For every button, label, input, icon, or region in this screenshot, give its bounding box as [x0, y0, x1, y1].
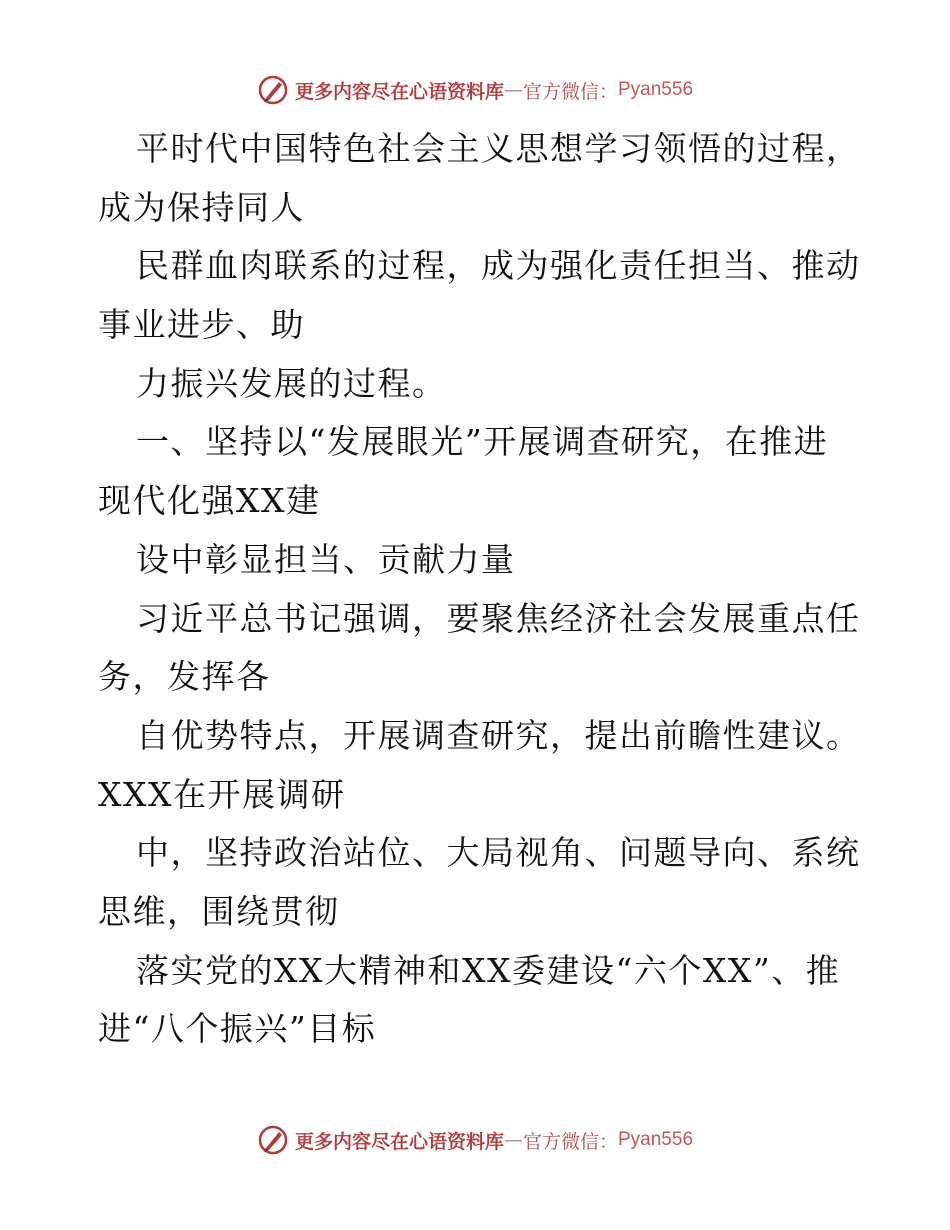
banner-wechat-label: 官方微信：	[522, 80, 618, 103]
text-line: XXX在开展调研	[98, 774, 346, 814]
text-line: 民群血肉联系的过程，成为强化责任担当、推动	[136, 246, 861, 286]
quill-pen-logo-icon	[257, 1124, 289, 1156]
text-line: 中，坚持政治站位、大局视角、问题导向、系统	[136, 833, 861, 873]
quill-pen-logo-icon	[257, 74, 289, 106]
section-heading-line: 设中彰显担当、贡献力量	[136, 539, 516, 579]
banner-wechat-label: 官方微信：	[522, 1130, 618, 1153]
text-line: 思维，围绕贯彻	[98, 891, 340, 931]
banner-lead-text: 更多内容尽在心语资料库	[294, 80, 504, 103]
text-line: 自优势特点，开展调查研究，提出前瞻性建议。	[136, 715, 861, 755]
text-line: 落实党的XX大精神和XX委建设“六个XX”、推	[136, 950, 841, 990]
text-line: 习近平总书记强调，要聚焦经济社会发展重点任	[136, 598, 861, 638]
text-line: 进“八个振兴”目标	[98, 1009, 377, 1049]
banner-lead-text: 更多内容尽在心语资料库	[294, 1130, 504, 1153]
section-heading-line: 现代化强XX建	[98, 481, 321, 521]
text-line: 事业进步、助	[98, 305, 305, 345]
section-heading-line: 一、坚持以“发展眼光”开展调查研究，在推进	[136, 422, 829, 462]
banner-dash: —	[503, 1129, 523, 1151]
text-line: 成为保持同人	[98, 187, 305, 227]
footer-watermark-banner	[0, 1120, 950, 1160]
banner-dash: —	[503, 79, 523, 101]
text-line: 力振兴发展的过程。	[136, 363, 447, 403]
banner-wechat-handle: Pyan556	[618, 79, 694, 100]
document-body	[98, 120, 861, 1059]
banner-wechat-handle: Pyan556	[618, 1129, 694, 1150]
text-line: 务，发挥各	[98, 657, 271, 697]
header-watermark-banner	[0, 70, 950, 110]
text-line: 平时代中国特色社会主义思想学习领悟的过程，	[136, 129, 861, 168]
